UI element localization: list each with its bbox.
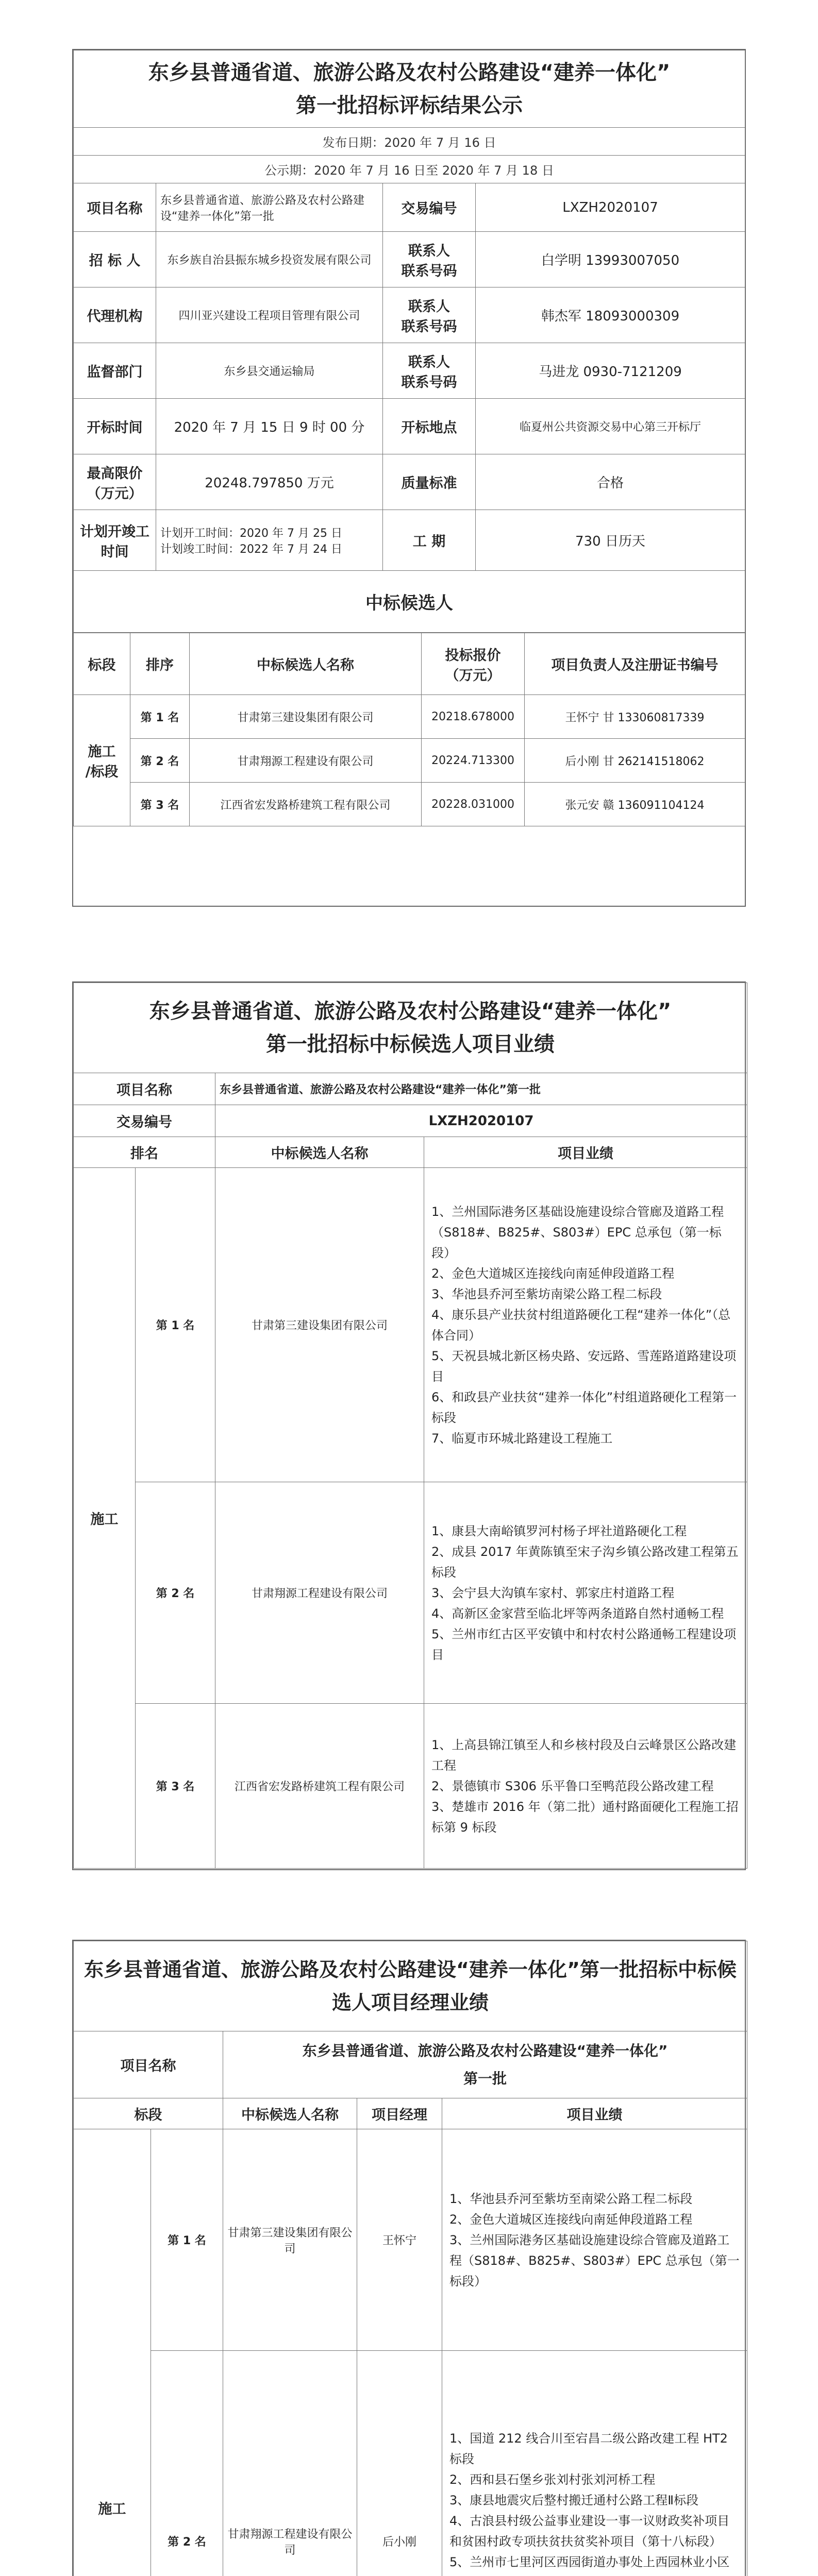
supervisor-contact-label: 联系人 联系号码 [383, 343, 476, 399]
list-item: 1、上高县锦江镇至人和乡核村段及白云峰景区公路改建工程 [431, 1737, 737, 1773]
schedule-start: 计划开工时间：2020 年 7 月 25 日 [160, 527, 342, 540]
project-name-line-2: 第一批 [463, 2070, 507, 2087]
project-name-value: 东乡县普通省道、旅游公路及农村公路建设“建养一体化”第一批 [156, 183, 383, 232]
table-row [74, 1482, 747, 1704]
cand-header-rank: 排序 [130, 633, 190, 695]
table-row [74, 1168, 747, 1482]
list-item: 3、康县地震灾后整村搬迁通村公路工程Ⅱ标段 [449, 2493, 699, 2507]
list-item: 1、国道 212 线合川至宕昌二级公路改建工程 HT2 标段 [449, 2431, 728, 2466]
candidate-name: 甘肃第三建设集团有限公司 [215, 1168, 424, 1482]
tenderer-contact-value: 白学明 13993007050 [476, 232, 745, 287]
project-name-line-1: 东乡县普通省道、旅游公路及农村公路建设“建养一体化” [302, 2042, 668, 2059]
cand-header-manager: 项目负责人及注册证书编号 [525, 633, 745, 695]
header-performance: 项目业绩 [424, 1137, 747, 1168]
list-item: 1、康县大南峪镇罗河村杨子坪社道路硬化工程 [431, 1523, 687, 1538]
cand-price: 20224.713300 [422, 739, 525, 783]
supervisor-value: 东乡县交通运输局 [156, 343, 383, 399]
candidate-name: 甘肃翔源工程建设有限公司 [223, 2351, 357, 2576]
open-place-value: 临夏州公共资源交易中心第三开标厅 [476, 399, 745, 454]
schedule-end: 计划竣工时间：2022 年 7 月 24 日 [160, 543, 342, 556]
project-name-value [223, 2031, 747, 2098]
header-manager: 项目经理 [357, 2098, 442, 2129]
schedule-label: 计划开竣工 时间 [74, 510, 156, 571]
title-line-2: 第一批招标评标结果公示 [296, 93, 523, 117]
cand-header-price: 投标报价 （万元） [422, 633, 525, 695]
tenderer-contact-label: 联系人 联系号码 [383, 232, 476, 287]
cand-manager: 张元安 赣 136091104124 [525, 783, 745, 826]
trade-no-label: 交易编号 [74, 1105, 215, 1137]
list-item: 6、和政县产业扶贫“建养一体化”村组道路硬化工程第一标段 [431, 1389, 737, 1425]
list-item: 3、楚雄市 2016 年（第二批）通村路面硬化工程施工招标第 9 标段 [431, 1799, 739, 1835]
rank: 第 1 名 [136, 1168, 215, 1482]
project-name-label: 项目名称 [74, 2031, 223, 2098]
table-row [74, 2351, 747, 2576]
table-row [74, 695, 745, 739]
supervisor-contact-value: 马进龙 0930-7121209 [476, 343, 745, 399]
title-line-1: 东乡县普通省道、旅游公路及农村公路建设“建养一体化”第一批招标中标候 [84, 1958, 737, 1981]
title-line-2: 选人项目经理业绩 [332, 1991, 489, 2014]
list-item: 5、天祝县城北新区杨央路、安远路、雪莲路道路建设项目 [431, 1348, 737, 1384]
cand-header-section: 标段 [74, 633, 130, 695]
cand-price: 20218.678000 [422, 695, 525, 739]
project-name-value: 东乡县普通省道、旅游公路及农村公路建设“建养一体化”第一批 [215, 1073, 747, 1105]
cand-manager: 王怀宁 甘 133060817339 [525, 695, 745, 739]
quality-label: 质量标准 [383, 454, 476, 510]
manager-title [74, 1941, 747, 2031]
cand-price: 20228.031000 [422, 783, 525, 826]
tenderer-label: 招 标 人 [74, 232, 156, 287]
bid-result-notice [72, 49, 746, 907]
performance-table [73, 982, 747, 1869]
cand-rank: 第 3 名 [130, 783, 190, 826]
period-label: 工 期 [383, 510, 476, 571]
list-item: 3、华池县乔河至紫坊南梁公路工程二标段 [431, 1286, 662, 1301]
performance-list [424, 1168, 747, 1482]
header-rank: 排名 [74, 1137, 215, 1168]
list-item: 4、古浪县村级公益事业建设一事一议财政奖补项目和贫困村政专项扶贫扶贫奖补项目（第十八标段） [449, 2513, 730, 2549]
period-value: 730 日历天 [476, 510, 745, 571]
publicity-period: 公示期：2020 年 7 月 16 日至 2020 年 7 月 18 日 [74, 156, 745, 183]
performance-list [424, 1704, 747, 1869]
list-item: 2、成县 2017 年黄陈镇至宋子沟乡镇公路改建工程第五标段 [431, 1544, 739, 1580]
project-name-label: 项目名称 [74, 1073, 215, 1105]
open-time-label: 开标时间 [74, 399, 156, 454]
manager-name: 后小刚 [357, 2351, 442, 2576]
cand-name: 甘肃第三建设集团有限公司 [190, 695, 422, 739]
cand-header-name: 中标候选人名称 [190, 633, 422, 695]
agent-contact-value: 韩杰军 18093000309 [476, 287, 745, 343]
tenderer-value: 东乡族自治县振东城乡投资发展有限公司 [156, 232, 383, 287]
max-price-value: 20248.797850 万元 [156, 454, 383, 510]
candidates-table [73, 633, 745, 826]
title-line-1: 东乡县普通省道、旅游公路及农村公路建设“建养一体化” [148, 60, 671, 84]
candidate-name: 甘肃翔源工程建设有限公司 [215, 1482, 424, 1704]
cand-section-label: 施工 /标段 [74, 695, 130, 826]
table-row [74, 1704, 747, 1869]
manager-table [73, 1941, 747, 2576]
list-item: 3、兰州国际港务区基础设施建设综合管廊及道路工程（S818#、B825#、S803#）EPC 总承包（第一标段） [449, 2232, 740, 2289]
cand-rank: 第 1 名 [130, 695, 190, 739]
manager-performance-table [72, 1940, 746, 2576]
list-item: 4、康乐县产业扶贫村组道路硬化工程“建养一体化”（总体合同） [431, 1307, 731, 1343]
agent-contact-label: 联系人 联系号码 [383, 287, 476, 343]
list-item: 2、金色大道城区连接线向南延伸段道路工程 [431, 1266, 675, 1281]
list-item: 5、兰州市红古区平安镇中和村农村公路通畅工程建设项目 [431, 1626, 737, 1662]
cand-manager: 后小刚 甘 262141518062 [525, 739, 745, 783]
rank: 第 3 名 [136, 1704, 215, 1869]
performance-list [424, 1482, 747, 1704]
table-row [74, 739, 745, 783]
title-line-2: 第一批招标中标候选人项目业绩 [266, 1032, 555, 1056]
trade-no-label: 交易编号 [383, 183, 476, 232]
list-item: 1、华池县乔河至紫坊至南梁公路工程二标段 [449, 2191, 693, 2206]
cand-rank: 第 2 名 [130, 739, 190, 783]
list-item: 4、高新区金家营至临北坪等两条道路自然村通畅工程 [431, 1606, 724, 1621]
schedule-value [156, 510, 383, 571]
agent-value: 四川亚兴建设工程项目管理有限公司 [156, 287, 383, 343]
performance-title [74, 983, 747, 1073]
performance-list [442, 2351, 747, 2576]
quality-value: 合格 [476, 454, 745, 510]
max-price-label: 最高限价 （万元） [74, 454, 156, 510]
section-label: 施工 [74, 1168, 136, 1869]
supervisor-label: 监督部门 [74, 343, 156, 399]
open-place-label: 开标地点 [383, 399, 476, 454]
candidates-heading: 中标候选人 [74, 571, 745, 633]
header-name: 中标候选人名称 [223, 2098, 357, 2129]
agent-label: 代理机构 [74, 287, 156, 343]
open-time-value: 2020 年 7 月 15 日 9 时 00 分 [156, 399, 383, 454]
candidate-performance-table [72, 981, 746, 1870]
candidate-name: 江西省宏发路桥建筑工程有限公司 [215, 1704, 424, 1869]
list-item: 2、金色大道城区连接线向南延伸段道路工程 [449, 2212, 693, 2227]
list-item: 2、西和县石堡乡张刘村张刘河桥工程 [449, 2472, 656, 2487]
list-item: 5、兰州市七里河区西园街道办事处上西园林业小区 [449, 2554, 730, 2569]
publish-date: 发布日期：2020 年 7 月 16 日 [74, 128, 745, 156]
candidate-name: 甘肃第三建设集团有限公司 [223, 2129, 357, 2351]
cand-name: 甘肃翔源工程建设有限公司 [190, 739, 422, 783]
rank: 第 2 名 [151, 2351, 223, 2576]
notice-info-table [73, 50, 745, 633]
cand-name: 江西省宏发路桥建筑工程有限公司 [190, 783, 422, 826]
notice-title [74, 50, 745, 128]
table-row [74, 783, 745, 826]
performance-list [442, 2129, 747, 2351]
rank: 第 1 名 [151, 2129, 223, 2351]
project-name-label: 项目名称 [74, 183, 156, 232]
trade-no-value: LXZH2020107 [476, 183, 745, 232]
header-section: 标段 [74, 2098, 223, 2129]
section-label: 施工 [74, 2129, 151, 2576]
header-performance: 项目业绩 [442, 2098, 747, 2129]
title-line-1: 东乡县普通省道、旅游公路及农村公路建设“建养一体化” [149, 999, 672, 1023]
list-item: 1、兰州国际港务区基础设施建设综合管廊及道路工程（S818#、B825#、S803#）EPC 总承包（第一标段） [431, 1204, 724, 1260]
list-item: 7、临夏市环城北路建设工程施工 [431, 1431, 613, 1446]
trade-no-value: LXZH2020107 [215, 1105, 747, 1137]
list-item: 3、会宁县大沟镇车家村、郭家庄村道路工程 [431, 1585, 675, 1600]
header-name: 中标候选人名称 [215, 1137, 424, 1168]
rank: 第 2 名 [136, 1482, 215, 1704]
list-item: 2、景德镇市 S306 乐平鲁口至鸭范段公路改建工程 [431, 1778, 714, 1793]
table-row [74, 2129, 747, 2351]
manager-name: 王怀宁 [357, 2129, 442, 2351]
